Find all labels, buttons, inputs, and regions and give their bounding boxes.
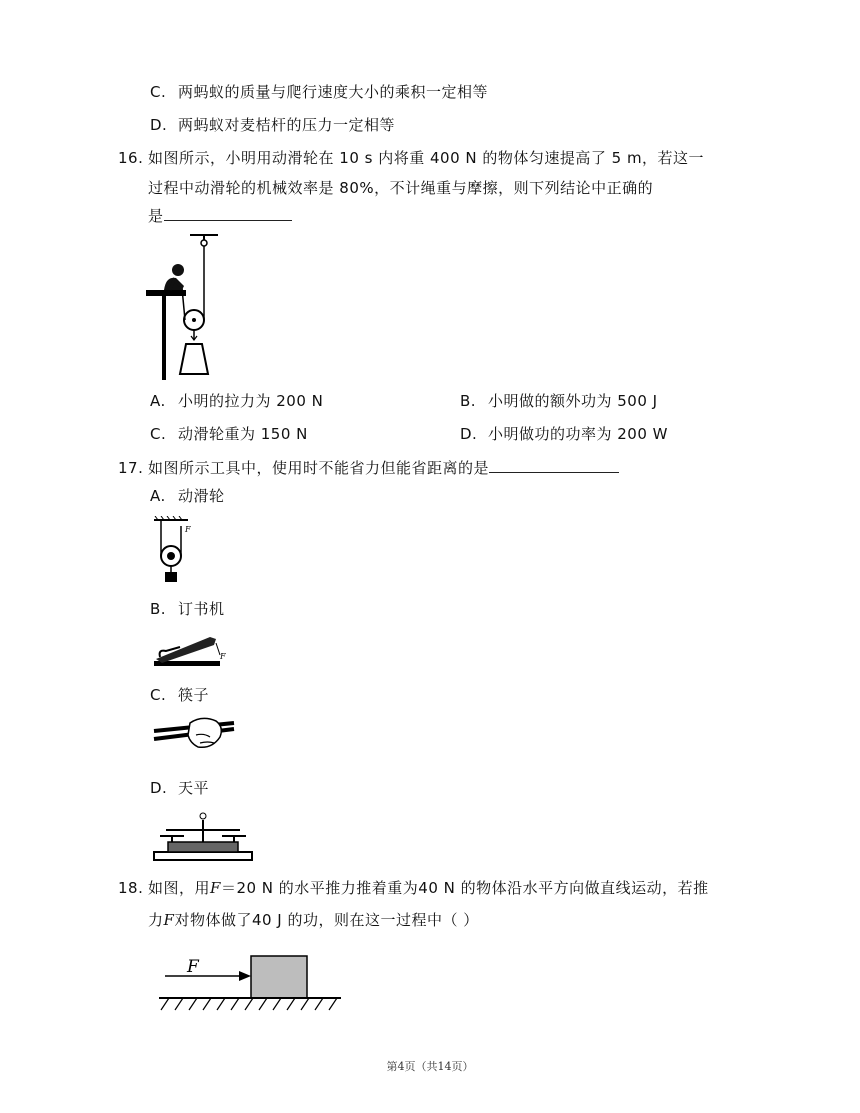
question-text: 是 bbox=[148, 207, 164, 225]
balance-scale-figure bbox=[150, 806, 256, 864]
chopsticks-figure bbox=[150, 713, 238, 757]
option-letter: A. bbox=[150, 392, 166, 410]
force-variable: F bbox=[210, 879, 221, 897]
q15-option-d bbox=[150, 115, 395, 135]
q18-line-2 bbox=[148, 910, 479, 930]
answer-blank[interactable] bbox=[164, 206, 292, 221]
q16-line-3 bbox=[148, 206, 292, 226]
q16-option-a bbox=[150, 391, 323, 411]
q17-option-b bbox=[150, 599, 225, 619]
question-number: 17. bbox=[118, 459, 144, 477]
page-footer: 第4页（共14页） bbox=[386, 1060, 474, 1073]
option-letter: B. bbox=[150, 600, 167, 618]
question-text: 对物体做了40 J 的功，则在这一过程中（ ） bbox=[174, 911, 479, 929]
question-text: 如图所示，小明用动滑轮在 10 s 内将重 400 N 的物体匀速提高了 5 m，若这一 bbox=[148, 149, 705, 167]
option-text: 两蚂蚁的质量与爬行速度大小的乘积一定相等 bbox=[178, 83, 489, 101]
option-text: 小明的拉力为 200 N bbox=[178, 392, 324, 410]
q16-line-2: 过程中动滑轮的机械效率是 80%，不计绳重与摩擦，则下列结论中正确的 bbox=[148, 179, 654, 197]
question-number: 18. bbox=[118, 879, 144, 897]
option-text: 两蚂蚁对麦桔杆的压力一定相等 bbox=[178, 116, 396, 134]
q17-option-c bbox=[150, 685, 209, 705]
q16-line-1 bbox=[118, 148, 704, 168]
question-text: ＝20 N 的水平推力推着重为40 N 的物体沿水平方向做直线运动，若推 bbox=[220, 879, 709, 897]
option-letter: D. bbox=[460, 425, 478, 443]
option-text: 小明做功的功率为 200 W bbox=[488, 425, 668, 443]
question-text: 力 bbox=[148, 911, 164, 929]
question-text: 如图所示工具中，使用时不能省力但能省距离的是 bbox=[148, 459, 490, 477]
option-letter: A. bbox=[150, 487, 166, 505]
option-letter: C. bbox=[150, 686, 167, 704]
option-letter: D. bbox=[150, 116, 168, 134]
question-number: 16. bbox=[118, 149, 144, 167]
option-text: 小明做的额外功为 500 J bbox=[488, 392, 658, 410]
stapler-figure bbox=[150, 627, 230, 672]
option-letter: C. bbox=[150, 83, 167, 101]
force-label: F bbox=[220, 652, 226, 661]
q17-line-1 bbox=[118, 458, 619, 478]
movable-pulley-figure bbox=[150, 516, 200, 588]
option-letter: C. bbox=[150, 425, 167, 443]
force-variable: F bbox=[163, 911, 175, 929]
q16-option-c bbox=[150, 424, 308, 444]
option-text: 动滑轮重为 150 N bbox=[178, 425, 308, 443]
q16-option-b bbox=[460, 391, 658, 411]
q17-option-a bbox=[150, 486, 225, 506]
option-letter: B. bbox=[460, 392, 477, 410]
q16-option-d bbox=[460, 424, 668, 444]
option-text: 动滑轮 bbox=[178, 487, 225, 505]
q18-block-figure bbox=[155, 948, 345, 1018]
option-text: 筷子 bbox=[178, 686, 210, 704]
force-label: F bbox=[185, 525, 191, 534]
q15-option-c bbox=[150, 82, 488, 102]
q17-option-d bbox=[150, 778, 209, 798]
option-text: 订书机 bbox=[178, 600, 225, 618]
q18-line-1 bbox=[118, 878, 709, 898]
option-text: 天平 bbox=[178, 779, 210, 797]
force-label: F bbox=[187, 957, 199, 977]
answer-blank[interactable] bbox=[489, 458, 619, 473]
q16-pulley-figure bbox=[140, 228, 220, 383]
option-letter: D. bbox=[150, 779, 168, 797]
question-text: 如图，用 bbox=[148, 879, 211, 897]
